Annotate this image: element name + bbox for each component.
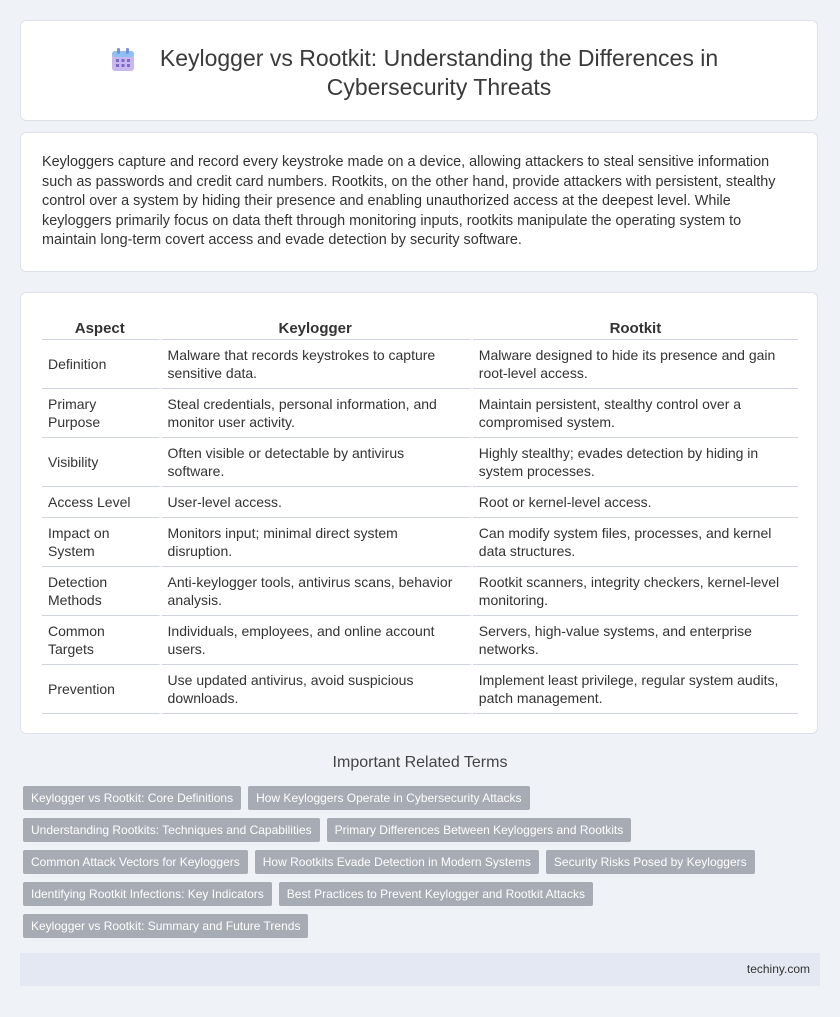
related-term-link[interactable]: How Rootkits Evade Detection in Modern Systems bbox=[255, 850, 539, 874]
aspect-cell: Primary Purpose bbox=[42, 389, 162, 438]
keylogger-cell: Individuals, employees, and online account users. bbox=[162, 616, 473, 665]
rootkit-cell: Implement least privilege, regular system audits, patch management. bbox=[473, 665, 798, 714]
table-row bbox=[42, 567, 798, 616]
aspect-cell: Detection Methods bbox=[42, 567, 162, 616]
rootkit-cell: Highly stealthy; evades detection by hiding in system processes. bbox=[473, 438, 798, 487]
table-row bbox=[42, 518, 798, 567]
keylogger-cell: Monitors input; minimal direct system disruption. bbox=[162, 518, 473, 567]
table-row bbox=[42, 665, 798, 714]
header-aspect: Aspect bbox=[42, 315, 162, 340]
table-row bbox=[42, 616, 798, 665]
aspect-cell: Access Level bbox=[42, 487, 162, 518]
table-row bbox=[42, 340, 798, 389]
header-keylogger: Keylogger bbox=[162, 315, 473, 340]
rootkit-cell: Maintain persistent, stealthy control over a compromised system. bbox=[473, 389, 798, 438]
keylogger-cell: User-level access. bbox=[162, 487, 473, 518]
rootkit-cell: Malware designed to hide its presence and gain root-level access. bbox=[473, 340, 798, 389]
rootkit-cell: Root or kernel-level access. bbox=[473, 487, 798, 518]
comparison-table bbox=[42, 315, 798, 714]
header-rootkit: Rootkit bbox=[473, 315, 798, 340]
aspect-cell: Prevention bbox=[42, 665, 162, 714]
comparison-table-card bbox=[20, 292, 818, 734]
table-header-row bbox=[42, 315, 798, 340]
footer bbox=[20, 953, 820, 986]
footer-site-link[interactable]: techiny.com bbox=[746, 962, 810, 976]
aspect-cell: Common Targets bbox=[42, 616, 162, 665]
intro-paragraph: Keyloggers capture and record every keystroke made on a device, allowing attackers to steal sensitive information such as passwords and credit card numbers. Rootkits, on the other hand, provide attackers with persistent, stealthy control over a system by hiding their presence and enabling unauthorized access at the deepest level. While keyloggers primarily focus on data theft through monitoring inputs, rootkits manipulate the operating system to maintain long-term covert access and evade detection by security software. bbox=[42, 154, 776, 249]
intro-card bbox=[20, 132, 818, 272]
related-term-link[interactable]: Keylogger vs Rootkit: Core Definitions bbox=[23, 786, 241, 810]
related-terms-title: Important Related Terms bbox=[332, 754, 508, 771]
related-term-link[interactable]: Understanding Rootkits: Techniques and Capabilities bbox=[23, 818, 320, 842]
keylogger-cell: Often visible or detectable by antivirus software. bbox=[162, 438, 473, 487]
related-term-link[interactable]: Security Risks Posed by Keyloggers bbox=[546, 850, 755, 874]
aspect-cell: Definition bbox=[42, 340, 162, 389]
related-term-link[interactable]: How Keyloggers Operate in Cybersecurity Attacks bbox=[248, 786, 529, 810]
related-term-link[interactable]: Common Attack Vectors for Keyloggers bbox=[23, 850, 248, 874]
rootkit-cell: Can modify system files, processes, and kernel data structures. bbox=[473, 518, 798, 567]
keylogger-cell: Steal credentials, personal information, and monitor user activity. bbox=[162, 389, 473, 438]
related-term-link[interactable]: Best Practices to Prevent Keylogger and Rootkit Attacks bbox=[279, 882, 593, 906]
keylogger-cell: Anti-keylogger tools, antivirus scans, behavior analysis. bbox=[162, 567, 473, 616]
aspect-cell: Impact on System bbox=[42, 518, 162, 567]
table-row bbox=[42, 389, 798, 438]
related-term-link[interactable]: Primary Differences Between Keyloggers and Rootkits bbox=[327, 818, 632, 842]
related-terms-list bbox=[23, 786, 803, 946]
related-term-link[interactable]: Identifying Rootkit Infections: Key Indicators bbox=[23, 882, 272, 906]
keylogger-cell: Malware that records keystrokes to capture sensitive data. bbox=[162, 340, 473, 389]
aspect-cell: Visibility bbox=[42, 438, 162, 487]
related-term-link[interactable]: Keylogger vs Rootkit: Summary and Future Trends bbox=[23, 914, 308, 938]
table-row bbox=[42, 487, 798, 518]
title-card bbox=[20, 20, 818, 121]
table-row bbox=[42, 438, 798, 487]
page-title: Keylogger vs Rootkit: Understanding the Differences in Cybersecurity Threats bbox=[159, 45, 719, 100]
keylogger-cell: Use updated antivirus, avoid suspicious downloads. bbox=[162, 665, 473, 714]
rootkit-cell: Servers, high-value systems, and enterprise networks. bbox=[473, 616, 798, 665]
rootkit-cell: Rootkit scanners, integrity checkers, kernel-level monitoring. bbox=[473, 567, 798, 616]
